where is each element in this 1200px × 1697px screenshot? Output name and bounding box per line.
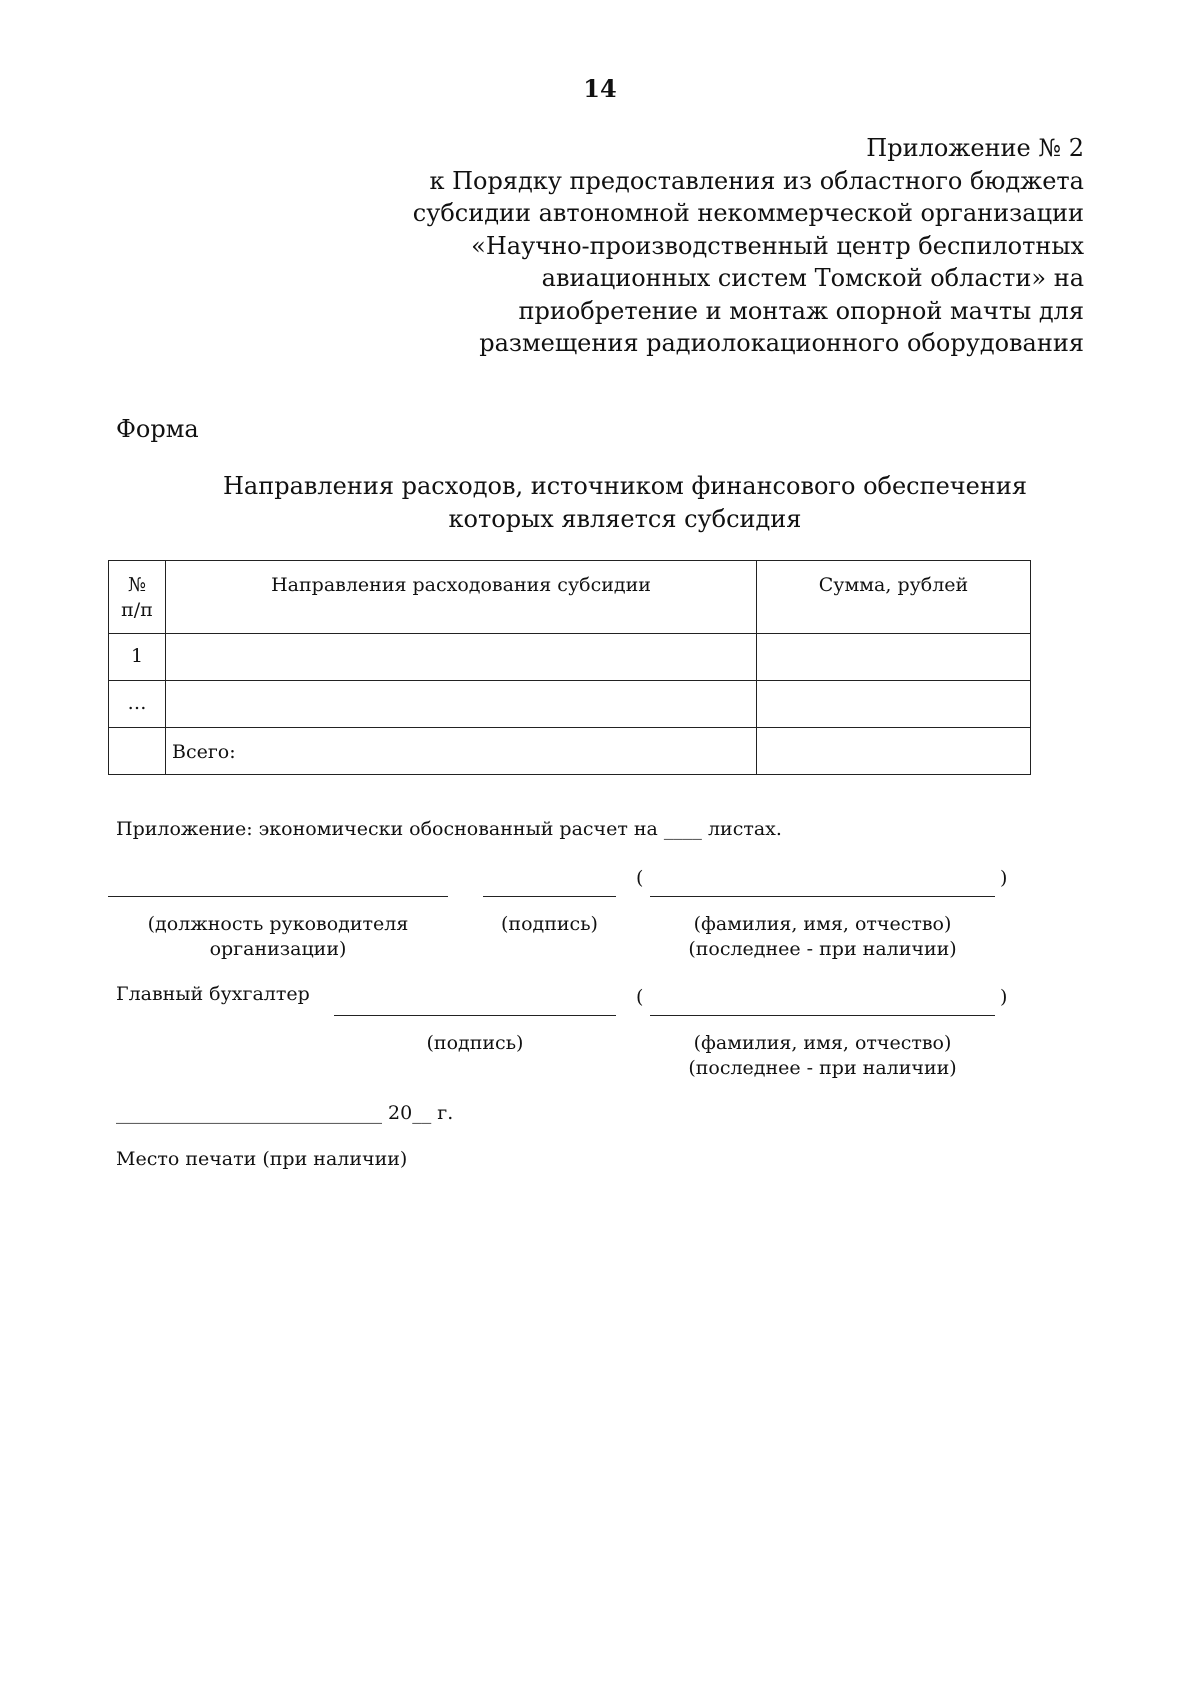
header-number-line-1: № bbox=[128, 574, 146, 596]
head-position-caption-line-1: (должность руководителя bbox=[147, 913, 409, 935]
table-row bbox=[109, 634, 1031, 681]
head-fio-open-paren: ( bbox=[636, 867, 644, 889]
total-sum-cell bbox=[757, 728, 1031, 775]
appendix-line: к Порядку предоставления из областного бюджета bbox=[429, 166, 1084, 195]
head-fio-close-paren: ) bbox=[1000, 867, 1008, 889]
chief-fio-close-paren: ) bbox=[1000, 986, 1008, 1008]
direction-cell bbox=[166, 634, 757, 681]
row-number: … bbox=[109, 681, 166, 728]
row-number: 1 bbox=[109, 634, 166, 681]
form-label: Форма bbox=[116, 415, 199, 443]
appendix-line: авиационных систем Томской области» на bbox=[541, 264, 1084, 292]
appendix-line: Приложение № 2 bbox=[866, 134, 1084, 162]
title-line-1: Направления расходов, источником финансового обеспечения bbox=[222, 472, 1028, 500]
attachment-note: Приложение: экономически обоснованный расчет на ____ листах. bbox=[116, 818, 782, 840]
expense-table bbox=[108, 560, 1031, 775]
document-title bbox=[0, 470, 1200, 536]
appendix-line: «Научно-производственный центр беспилотных bbox=[471, 231, 1084, 260]
chief-fio-caption-line-1: (фамилия, имя, отчество) bbox=[693, 1032, 952, 1054]
seal-place: Место печати (при наличии) bbox=[116, 1148, 408, 1170]
appendix-line: размещения радиолокационного оборудования bbox=[479, 329, 1084, 357]
head-fio-caption-line-1: (фамилия, имя, отчество) bbox=[693, 913, 952, 935]
head-signature-line bbox=[483, 896, 616, 897]
chief-signature-caption: (подпись) bbox=[426, 1032, 524, 1054]
sum-cell bbox=[757, 681, 1031, 728]
header-number bbox=[109, 561, 166, 634]
head-fio-caption-line-2: (последнее - при наличии) bbox=[688, 938, 957, 960]
appendix-line: приобретение и монтаж опорной мачты для bbox=[518, 296, 1084, 325]
table-total-row bbox=[109, 728, 1031, 775]
head-position-line bbox=[108, 896, 448, 897]
head-signature-caption: (подпись) bbox=[501, 913, 598, 935]
chief-fio-open-paren: ( bbox=[636, 986, 644, 1008]
header-sum: Сумма, рублей bbox=[757, 561, 1031, 634]
direction-cell bbox=[166, 681, 757, 728]
chief-accountant-label: Главный бухгалтер bbox=[116, 983, 310, 1005]
chief-signature-line bbox=[334, 1015, 616, 1016]
sum-cell bbox=[757, 634, 1031, 681]
chief-fio-caption-line-2: (последнее - при наличии) bbox=[688, 1057, 957, 1079]
header-number-line-2: п/п bbox=[121, 599, 153, 621]
page-number: 14 bbox=[583, 74, 617, 103]
head-position-caption bbox=[108, 912, 448, 962]
table-row bbox=[109, 681, 1031, 728]
chief-fio-caption bbox=[650, 1031, 995, 1081]
table-header-row bbox=[109, 561, 1031, 634]
head-position-caption-line-2: организации) bbox=[209, 938, 347, 960]
appendix-line: субсидии автономной некоммерческой организации bbox=[412, 199, 1084, 227]
total-number-cell bbox=[109, 728, 166, 775]
head-fio-line bbox=[650, 896, 995, 897]
date-line: ____________________________ 20__ г. bbox=[116, 1102, 454, 1124]
header-direction: Направления расходования субсидии bbox=[166, 561, 757, 634]
head-fio-caption bbox=[650, 912, 995, 962]
title-line-2: которых является субсидия bbox=[448, 505, 802, 533]
chief-fio-line bbox=[650, 1015, 995, 1016]
total-label: Всего: bbox=[166, 728, 757, 775]
appendix-header bbox=[384, 132, 1084, 360]
